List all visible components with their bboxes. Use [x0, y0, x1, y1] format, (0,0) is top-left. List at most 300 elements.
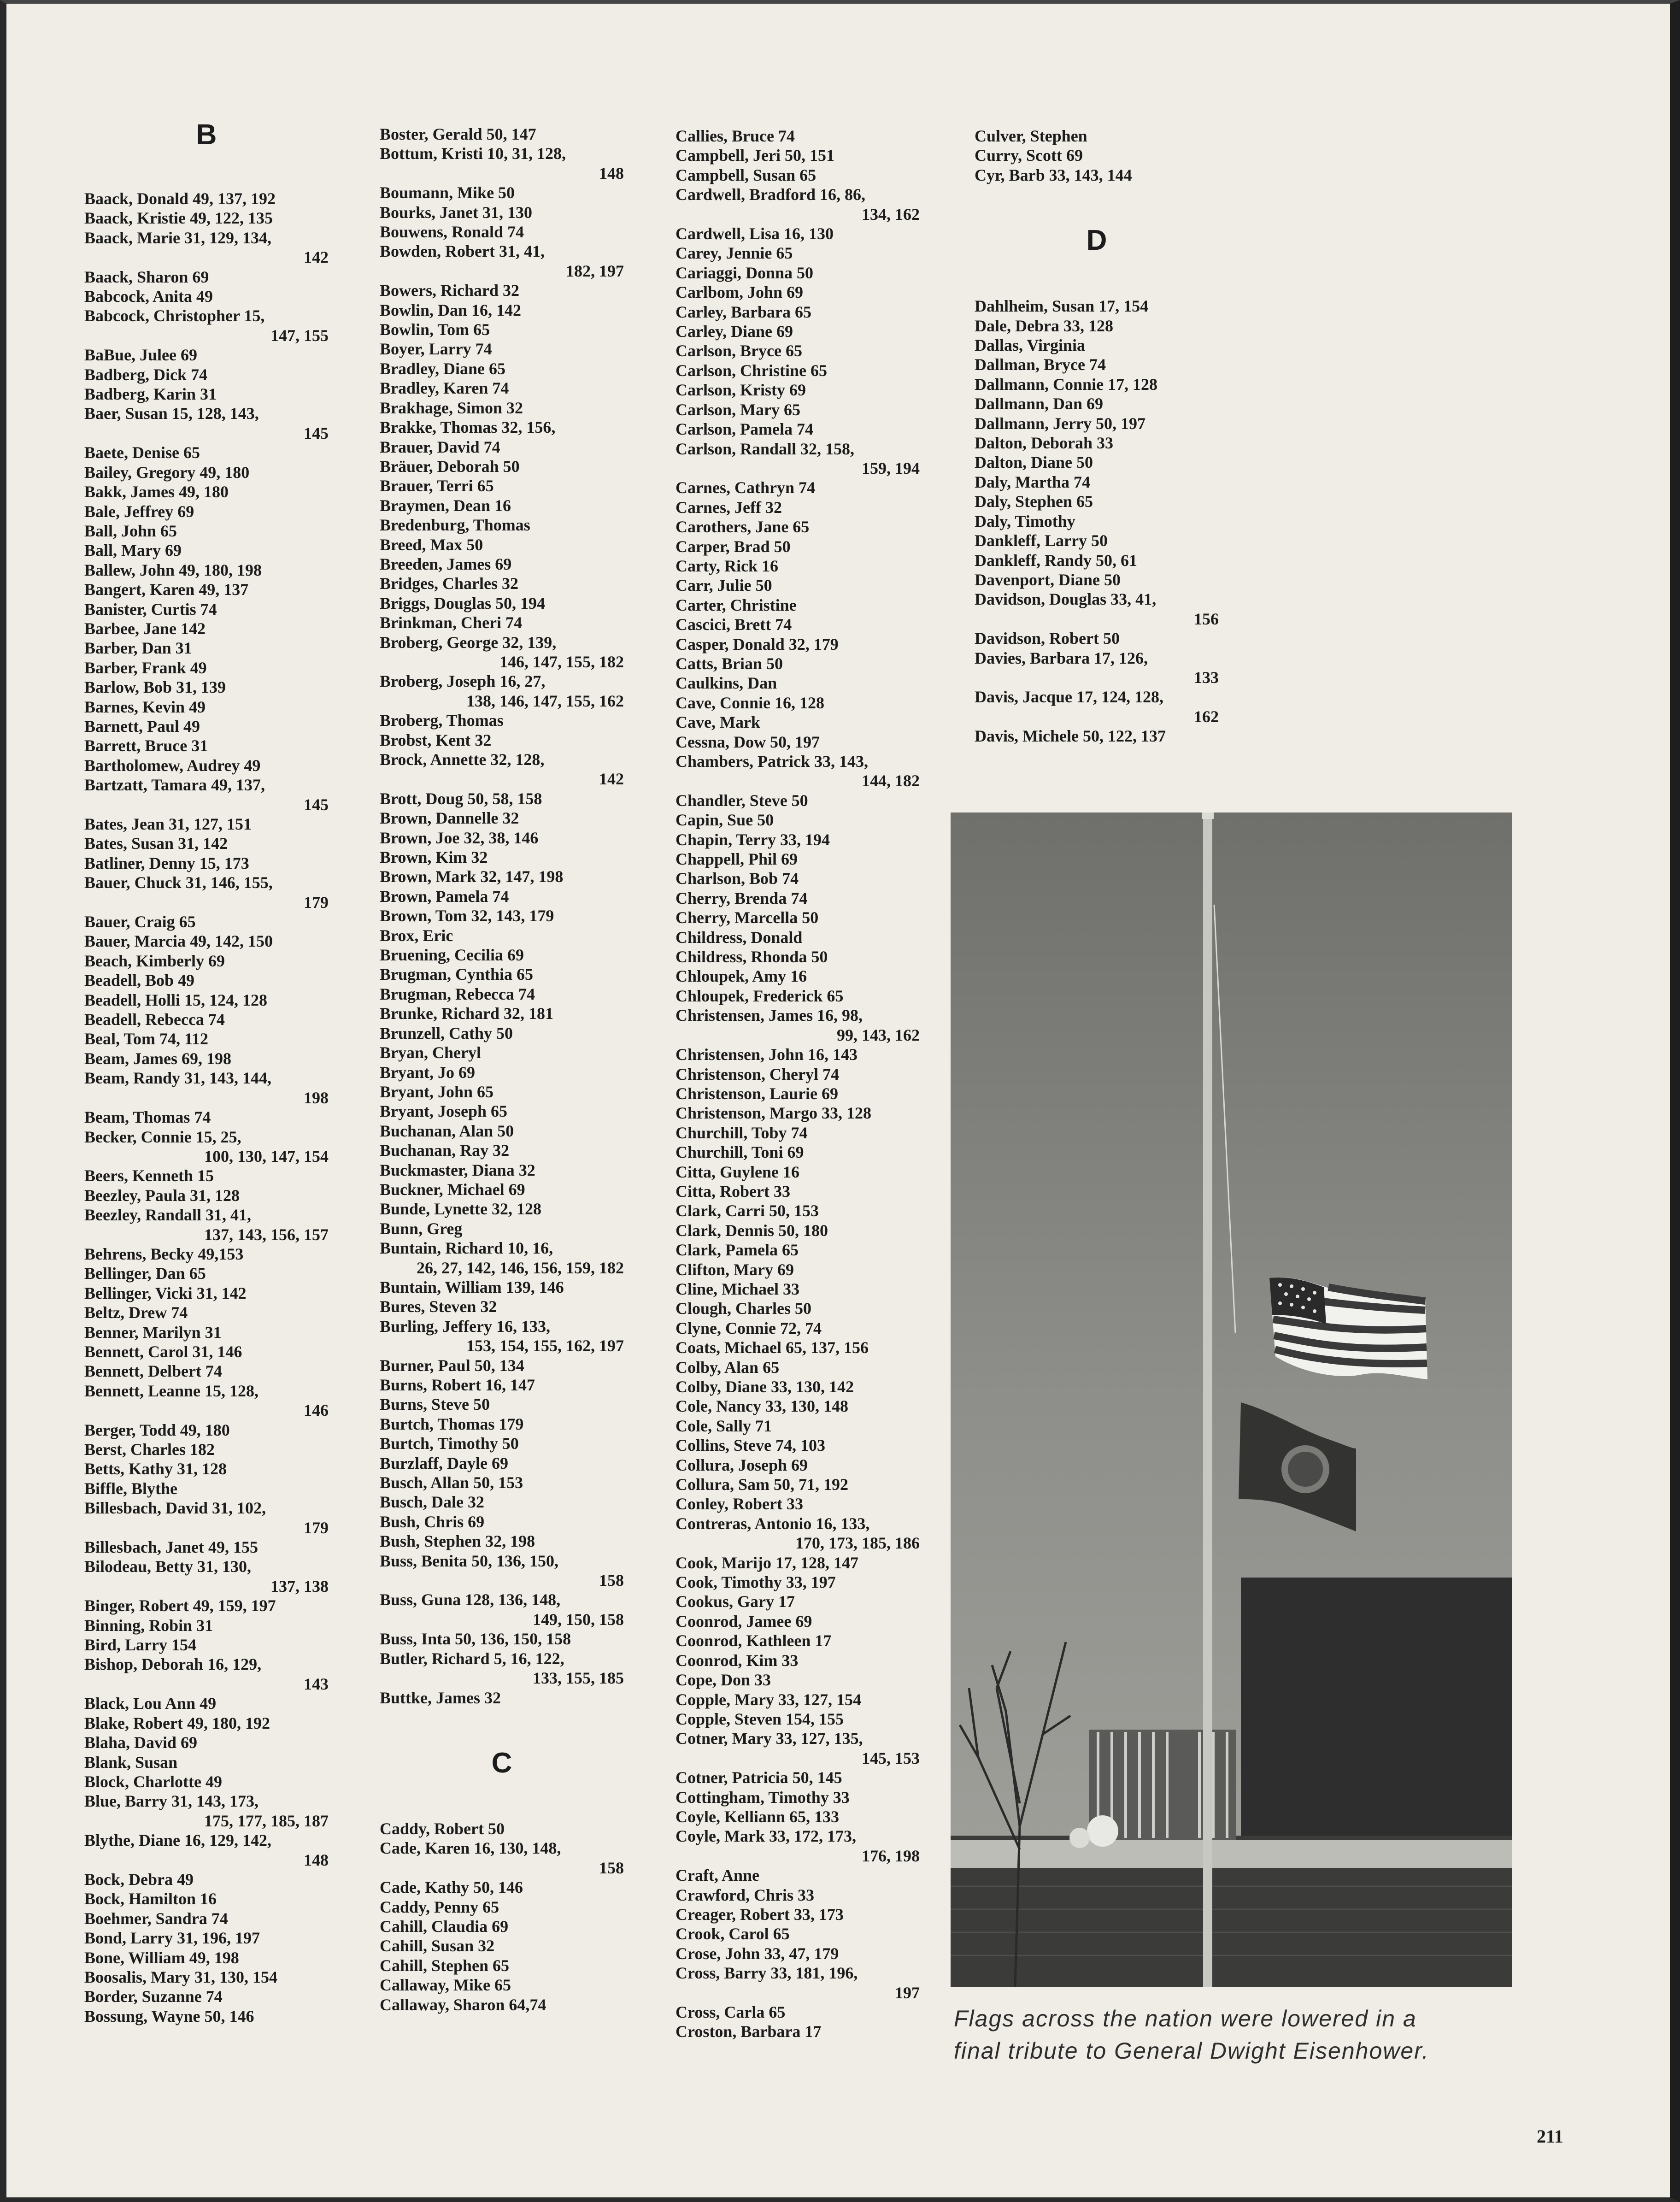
index-entry: Brown, Mark 32, 147, 198	[380, 867, 564, 886]
index-entry: Bradley, Karen 74	[380, 379, 509, 398]
index-entry: Banister, Curtis 74	[84, 600, 217, 618]
index-entry: Chandler, Steve 50	[676, 791, 808, 810]
index-entry: Dankleff, Randy 50, 61	[975, 551, 1138, 570]
section-letter: D	[1086, 224, 1107, 257]
index-entry-continuation: 176, 198	[862, 1846, 920, 1865]
index-entry: Christensen, John 16, 143	[676, 1045, 858, 1064]
index-column-1	[84, 121, 329, 2026]
index-entry: Creager, Robert 33, 173	[676, 1905, 844, 1924]
index-entry: Brown, Dannelle 32	[380, 809, 519, 828]
index-entry: Dankleff, Larry 50	[975, 531, 1108, 550]
index-entry: Carlson, Christine 65	[676, 361, 828, 380]
index-entry: Cotner, Patricia 50, 145	[676, 1768, 842, 1787]
index-entry: Crook, Carol 65	[676, 1925, 790, 1943]
index-entry: Chambers, Patrick 33, 143,	[676, 752, 868, 771]
index-entry: Batliner, Denny 15, 173	[84, 854, 249, 872]
index-entry: Beezley, Randall 31, 41,	[84, 1206, 251, 1225]
index-entry: Carnes, Cathryn 74	[676, 478, 815, 497]
index-entry: Daly, Martha 74	[975, 472, 1090, 491]
index-entry: Cessna, Dow 50, 197	[676, 732, 820, 751]
index-entry: Buchanan, Ray 32	[380, 1141, 510, 1160]
index-entry: Clark, Carri 50, 153	[676, 1201, 819, 1220]
index-entry: Bourks, Janet 31, 130	[380, 203, 533, 222]
index-entry-continuation: 146	[304, 1401, 329, 1420]
index-entry: Blaha, David 69	[84, 1733, 198, 1752]
index-entry: Carothers, Jane 65	[676, 518, 810, 536]
index-entry: Coyle, Kelliann 65, 133	[676, 1807, 840, 1826]
index-entry: Campbell, Susan 65	[676, 165, 817, 184]
index-entry-continuation: 137, 143, 156, 157	[204, 1225, 329, 1244]
index-entry: Barnes, Kevin 49	[84, 697, 206, 716]
index-entry: Boosalis, Mary 31, 130, 154	[84, 1967, 277, 1986]
index-entry: Bellinger, Dan 65	[84, 1264, 206, 1283]
index-entry: Clark, Dennis 50, 180	[676, 1221, 828, 1240]
index-entry: Dallmann, Connie 17, 128	[975, 375, 1158, 394]
index-entry: Bridges, Charles 32	[380, 574, 518, 593]
index-entry: Dallmann, Dan 69	[975, 394, 1104, 413]
index-entry: Becker, Connie 15, 25,	[84, 1127, 241, 1146]
index-entry: Citta, Guylene 16	[676, 1162, 799, 1181]
index-entry: Burtch, Thomas 179	[380, 1414, 524, 1433]
index-entry: Brox, Eric	[380, 926, 453, 945]
index-entry-continuation: 197	[895, 1983, 920, 2002]
index-entry: Brugman, Cynthia 65	[380, 965, 534, 984]
index-entry: Buntain, Richard 10, 16,	[380, 1239, 553, 1258]
index-entry: Davidson, Douglas 33, 41,	[975, 590, 1157, 609]
index-entry: Burtch, Timothy 50	[380, 1434, 519, 1453]
index-entry: Boster, Gerald 50, 147	[380, 125, 536, 143]
index-entry: Daly, Stephen 65	[975, 492, 1093, 511]
index-entry: Betts, Kathy 31, 128	[84, 1460, 227, 1478]
index-entry: Carr, Julie 50	[676, 576, 772, 595]
index-entry: Chloupek, Amy 16	[676, 967, 807, 986]
index-entry: Brunzell, Cathy 50	[380, 1024, 513, 1042]
index-entry: Carlson, Kristy 69	[676, 381, 806, 400]
index-entry: Burling, Jeffery 16, 133,	[380, 1317, 550, 1336]
index-entry: Carlbom, John 69	[676, 283, 804, 302]
index-entry: Bauer, Chuck 31, 146, 155,	[84, 873, 273, 892]
index-entry: Brock, Annette 32, 128,	[380, 750, 545, 769]
index-entry: Cahill, Susan 32	[380, 1937, 495, 1955]
index-entry: Carty, Rick 16	[676, 556, 778, 575]
index-entry: Campbell, Jeri 50, 151	[676, 146, 834, 165]
index-entry: Cookus, Gary 17	[676, 1592, 795, 1611]
index-entry: Buckmaster, Diana 32	[380, 1160, 535, 1179]
index-entry-continuation: 162	[1194, 707, 1219, 726]
index-entry: Bryant, Jo 69	[380, 1063, 475, 1082]
index-entry: Bartholomew, Audrey 49	[84, 756, 261, 775]
index-entry: Barlow, Bob 31, 139	[84, 678, 226, 697]
index-entry-continuation: 158	[599, 1571, 624, 1590]
index-entry: Coonrod, Kim 33	[676, 1651, 799, 1670]
index-entry-continuation: 159, 194	[862, 459, 920, 477]
index-entry: Cariaggi, Donna 50	[676, 263, 814, 282]
index-entry: Colby, Alan 65	[676, 1358, 780, 1377]
index-entry: Binning, Robin 31	[84, 1616, 213, 1635]
index-entry: Broberg, Joseph 16, 27,	[380, 672, 546, 691]
index-entry: Beal, Tom 74, 112	[84, 1030, 209, 1048]
index-entry: Brown, Tom 32, 143, 179	[380, 907, 554, 925]
index-entry: Collura, Joseph 69	[676, 1455, 808, 1474]
index-entry: Barbee, Jane 142	[84, 619, 206, 638]
index-entry: Dalton, Deborah 33	[975, 434, 1114, 453]
index-entry: Bauer, Marcia 49, 142, 150	[84, 932, 273, 951]
section-letter: C	[491, 1747, 512, 1779]
index-entry: Cade, Karen 16, 130, 148,	[380, 1839, 561, 1858]
flagpole	[1203, 813, 1212, 1987]
index-entry: Davenport, Diane 50	[975, 570, 1121, 589]
index-entry: Crose, John 33, 47, 179	[676, 1944, 839, 1963]
index-entry: Beezley, Paula 31, 128	[84, 1186, 240, 1205]
index-entry: Cross, Barry 33, 181, 196,	[676, 1964, 858, 1983]
index-entry: Brott, Doug 50, 58, 158	[380, 789, 542, 808]
index-entry: Brown, Pamela 74	[380, 887, 509, 906]
index-entry-continuation: 145	[304, 795, 329, 814]
index-entry: Cyr, Barb 33, 143, 144	[975, 165, 1132, 184]
index-entry: Bures, Steven 32	[380, 1297, 497, 1316]
index-entry: Crawford, Chris 33	[676, 1885, 814, 1904]
index-entry: Ball, John 65	[84, 521, 177, 540]
index-entry: Bryan, Cheryl	[380, 1043, 481, 1062]
index-entry: Barnett, Paul 49	[84, 717, 200, 736]
index-entry-continuation: 148	[599, 164, 624, 183]
index-entry: Border, Suzanne 74	[84, 1987, 223, 2006]
index-entry-continuation: 144, 182	[862, 771, 920, 790]
caption-line: Flags across the nation were lowered in a	[954, 2006, 1417, 2031]
index-entry: Baete, Denise 65	[84, 443, 200, 462]
index-entry: Binger, Robert 49, 159, 197	[84, 1596, 276, 1615]
index-entry: Catts, Brian 50	[676, 654, 783, 673]
index-entry-continuation: 142	[304, 248, 329, 267]
index-entry: Citta, Robert 33	[676, 1182, 790, 1201]
index-entry-continuation: 26, 27, 142, 146, 156, 159, 182	[417, 1258, 624, 1277]
index-entry: Carlson, Pamela 74	[676, 420, 813, 439]
index-entry: Beach, Kimberly 69	[84, 951, 225, 970]
index-entry: Bradley, Diane 65	[380, 359, 506, 378]
index-entry: Bilodeau, Betty 31, 130,	[84, 1557, 252, 1576]
index-entry: Caddy, Robert 50	[380, 1819, 505, 1838]
index-entry-continuation: 153, 154, 155, 162, 197	[466, 1337, 624, 1355]
index-entry-continuation: 134, 162	[862, 205, 920, 224]
index-entry: Carlson, Mary 65	[676, 400, 800, 419]
index-entry-continuation: 145	[304, 424, 329, 442]
flag-photograph	[951, 813, 1512, 1987]
index-entry: Beam, Randy 31, 143, 144,	[84, 1069, 272, 1088]
index-entry: Bottum, Kristi 10, 31, 128,	[380, 144, 566, 163]
index-entry: Cherry, Brenda 74	[676, 889, 808, 907]
index-entry: Contreras, Antonio 16, 133,	[676, 1514, 870, 1533]
index-entry: Barrett, Bruce 31	[84, 736, 208, 755]
index-entry: Biffle, Blythe	[84, 1479, 177, 1498]
index-entry: Baer, Susan 15, 128, 143,	[84, 404, 259, 423]
index-entry-continuation: 156	[1194, 609, 1219, 628]
index-entry: Coonrod, Kathleen 17	[676, 1631, 832, 1650]
index-entry: Callaway, Mike 65	[380, 1976, 511, 1995]
index-entry: Blank, Susan	[84, 1753, 178, 1772]
lamp-globe	[1087, 1815, 1118, 1847]
index-entry: Bangert, Karen 49, 137	[84, 580, 249, 599]
index-entry: Brakke, Thomas 32, 156,	[380, 418, 556, 437]
index-entry: Carley, Barbara 65	[676, 302, 811, 321]
index-entry-continuation: 147, 155	[270, 326, 329, 345]
index-entry: Brakhage, Simon 32	[380, 398, 523, 417]
index-entry: Beadell, Rebecca 74	[84, 1010, 225, 1029]
index-entry: Beam, Thomas 74	[84, 1108, 211, 1127]
index-entry: Carnes, Jeff 32	[676, 498, 782, 517]
index-entry: Davis, Michele 50, 122, 137	[975, 727, 1166, 746]
index-entry: Billesbach, David 31, 102,	[84, 1499, 266, 1518]
index-entry: BaBue, Julee 69	[84, 346, 198, 365]
page-number: 211	[1537, 2126, 1563, 2147]
index-entry: Briggs, Douglas 50, 194	[380, 594, 546, 612]
index-entry: Cardwell, Bradford 16, 86,	[676, 185, 865, 204]
index-entry: Callaway, Sharon 64,74	[380, 1995, 546, 2014]
index-entry: Brauer, David 74	[380, 437, 500, 456]
index-entry: Bellinger, Vicki 31, 142	[84, 1284, 247, 1302]
index-entry: Babcock, Christopher 15,	[84, 306, 265, 325]
index-entry: Cotner, Mary 33, 127, 135,	[676, 1729, 863, 1748]
index-entry: Blake, Robert 49, 180, 192	[84, 1713, 270, 1732]
index-entry: Christenson, Laurie 69	[676, 1084, 839, 1103]
index-entry-continuation: 175, 177, 185, 187	[204, 1811, 329, 1830]
index-entry: Chappell, Phil 69	[676, 850, 798, 869]
index-entry: Bartzatt, Tamara 49, 137,	[84, 776, 265, 795]
index-entry: Brunke, Richard 32, 181	[380, 1004, 554, 1023]
index-entry: Cook, Marijo 17, 128, 147	[676, 1553, 858, 1572]
index-entry: Clark, Pamela 65	[676, 1241, 799, 1260]
index-entry: Charlson, Bob 74	[676, 869, 799, 888]
section-letter: B	[196, 119, 217, 151]
index-entry: Colby, Diane 33, 130, 142	[676, 1378, 854, 1396]
index-entry: Braymen, Dean 16	[380, 496, 511, 515]
index-entry: Baack, Donald 49, 137, 192	[84, 189, 276, 208]
index-entry: Callies, Bruce 74	[676, 127, 795, 145]
index-entry: Carey, Jennie 65	[676, 244, 793, 263]
index-entry: Brugman, Rebecca 74	[380, 984, 535, 1003]
index-entry: Block, Charlotte 49	[84, 1772, 222, 1791]
index-column-3	[676, 126, 920, 2042]
index-entry: Busch, Allan 50, 153	[380, 1473, 523, 1492]
index-entry: Daly, Timothy	[975, 512, 1075, 530]
index-entry: Clough, Charles 50	[676, 1299, 812, 1318]
index-entry: Cross, Carla 65	[676, 2003, 786, 2021]
index-entry: Dale, Debra 33, 128	[975, 316, 1113, 335]
index-entry: Bennett, Carol 31, 146	[84, 1342, 242, 1361]
index-entry: Barber, Frank 49	[84, 658, 207, 677]
index-entry: Cave, Mark	[676, 713, 760, 732]
index-entry: Broberg, Thomas	[380, 711, 504, 730]
index-entry-continuation: 148	[304, 1850, 329, 1869]
index-entry-continuation: 158	[599, 1858, 624, 1877]
index-entry-continuation: 149, 150, 158	[533, 1610, 624, 1629]
index-entry: Copple, Steven 154, 155	[676, 1709, 844, 1728]
index-entry: Bryant, Joseph 65	[380, 1102, 508, 1121]
index-entry: Carper, Brad 50	[676, 537, 791, 556]
index-entry: Bird, Larry 154	[84, 1636, 196, 1654]
index-entry-continuation: 99, 143, 162	[837, 1025, 920, 1044]
index-entry: Carter, Christine	[676, 595, 797, 614]
index-entry: Bowers, Richard 32	[380, 281, 519, 300]
index-column-4	[975, 126, 1219, 746]
index-entry: Cook, Timothy 33, 197	[676, 1573, 836, 1592]
index-entry: Capin, Sue 50	[676, 811, 774, 830]
index-entry: Chapin, Terry 33, 194	[676, 830, 830, 849]
index-entry: Ball, Mary 69	[84, 541, 182, 560]
index-entry: Cole, Sally 71	[676, 1416, 772, 1435]
index-entry: Cherry, Marcella 50	[676, 908, 819, 927]
index-entry: Cahill, Claudia 69	[380, 1917, 509, 1936]
index-entry: Coyle, Mark 33, 172, 173,	[676, 1827, 856, 1846]
index-entry: Bunde, Lynette 32, 128	[380, 1200, 542, 1219]
index-entry: Bond, Larry 31, 196, 197	[84, 1929, 260, 1948]
index-entry: Bowlin, Tom 65	[380, 320, 490, 339]
index-entry: Christenson, Margo 33, 128	[676, 1104, 871, 1123]
index-entry: Carlson, Bryce 65	[676, 341, 802, 360]
index-column-2	[380, 124, 624, 2014]
index-entry: Davidson, Robert 50	[975, 629, 1120, 648]
index-entry: Cade, Kathy 50, 146	[380, 1878, 523, 1897]
index-entry: Brobst, Kent 32	[380, 730, 492, 749]
index-entry: Breed, Max 50	[380, 535, 483, 554]
index-entry: Burns, Steve 50	[380, 1395, 490, 1414]
index-entry: Buss, Inta 50, 136, 150, 158	[380, 1630, 571, 1649]
index-entry: Buntain, William 139, 146	[380, 1278, 564, 1296]
index-entry: Bush, Stephen 32, 198	[380, 1532, 535, 1551]
index-entry: Cascici, Brett 74	[676, 615, 792, 634]
index-entry: Bailey, Gregory 49, 180	[84, 463, 250, 482]
index-entry: Barber, Dan 31	[84, 639, 192, 658]
index-entry: Beadell, Bob 49	[84, 971, 195, 990]
index-entry: Broberg, George 32, 139,	[380, 633, 557, 652]
index-entry: Cope, Don 33	[676, 1671, 771, 1690]
index-entry: Burns, Robert 16, 147	[380, 1376, 535, 1394]
index-entry-continuation: 145, 153	[862, 1749, 920, 1767]
index-entry: Badberg, Dick 74	[84, 365, 208, 384]
index-entry: Carley, Diane 69	[676, 322, 793, 341]
index-entry: Churchill, Toni 69	[676, 1143, 804, 1162]
index-entry: Boehmer, Sandra 74	[84, 1909, 228, 1928]
index-entry: Bennett, Delbert 74	[84, 1362, 222, 1381]
index-entry-continuation: 143	[304, 1674, 329, 1693]
index-entry-continuation: 133, 155, 185	[533, 1669, 624, 1688]
index-entry-continuation: 133	[1194, 668, 1219, 687]
index-entry-continuation: 142	[599, 770, 624, 789]
index-entry-continuation: 198	[304, 1088, 329, 1107]
index-entry: Bates, Jean 31, 127, 151	[84, 815, 252, 833]
index-entry: Brauer, Terri 65	[380, 477, 494, 495]
index-entry: Coats, Michael 65, 137, 156	[676, 1338, 869, 1357]
index-entry: Bunn, Greg	[380, 1219, 463, 1238]
index-entry: Beam, James 69, 198	[84, 1049, 231, 1068]
index-entry: Childress, Rhonda 50	[676, 948, 828, 966]
index-entry: Benner, Marilyn 31	[84, 1323, 222, 1342]
index-entry: Buss, Guna 128, 136, 148,	[380, 1590, 561, 1609]
index-entry: Baack, Marie 31, 129, 134,	[84, 228, 271, 247]
index-entry: Brinkman, Cheri 74	[380, 613, 523, 632]
index-entry: Dallas, Virginia	[975, 336, 1086, 355]
index-entry: Collura, Sam 50, 71, 192	[676, 1475, 849, 1494]
index-entry: Buchanan, Alan 50	[380, 1121, 514, 1140]
index-entry: Copple, Mary 33, 127, 154	[676, 1690, 861, 1709]
index-entry: Bock, Debra 49	[84, 1870, 194, 1889]
caption-line: final tribute to General Dwight Eisenhower.	[954, 2038, 1429, 2064]
index-entry: Boyer, Larry 74	[380, 340, 492, 359]
index-entry-continuation: 182, 197	[566, 261, 624, 280]
index-entry: Buss, Benita 50, 136, 150,	[380, 1551, 559, 1570]
index-entry-continuation: 138, 146, 147, 155, 162	[466, 691, 624, 710]
index-entry: Craft, Anne	[676, 1866, 759, 1885]
index-entry: Christensen, James 16, 98,	[676, 1006, 863, 1025]
index-entry-continuation: 100, 130, 147, 154	[204, 1147, 329, 1166]
index-entry: Buckner, Michael 69	[380, 1180, 525, 1199]
index-entry: Coonrod, Jamee 69	[676, 1612, 812, 1631]
index-entry: Carlson, Randall 32, 158,	[676, 439, 855, 458]
index-entry: Dahlheim, Susan 17, 154	[975, 297, 1149, 316]
index-entry: Badberg, Karin 31	[84, 385, 217, 404]
index-entry: Bauer, Craig 65	[84, 913, 196, 931]
index-entry: Boumann, Mike 50	[380, 183, 515, 202]
index-entry-continuation: 170, 173, 185, 186	[795, 1534, 920, 1553]
index-entry: Brown, Joe 32, 38, 146	[380, 828, 539, 847]
index-entry: Billesbach, Janet 49, 155	[84, 1538, 258, 1557]
index-entry: Bredenburg, Thomas	[380, 516, 530, 535]
index-entry: Brown, Kim 32	[380, 848, 488, 867]
index-entry: Conley, Robert 33	[676, 1495, 803, 1513]
index-entry: Dalton, Diane 50	[975, 453, 1093, 472]
index-entry: Blythe, Diane 16, 129, 142,	[84, 1831, 272, 1850]
index-entry: Cahill, Stephen 65	[380, 1956, 510, 1975]
index-entry: Ballew, John 49, 180, 198	[84, 560, 262, 579]
index-entry: Churchill, Toby 74	[676, 1123, 808, 1142]
index-entry: Caulkins, Dan	[676, 674, 777, 693]
index-entry: Babcock, Anita 49	[84, 287, 213, 306]
index-entry: Davis, Jacque 17, 124, 128,	[975, 688, 1164, 707]
index-entry: Butler, Richard 5, 16, 122,	[380, 1649, 564, 1668]
index-entry: Davies, Barbara 17, 126,	[975, 648, 1148, 667]
index-entry: Busch, Dale 32	[380, 1493, 485, 1512]
index-entry: Buttke, James 32	[380, 1688, 501, 1707]
index-entry: Caddy, Penny 65	[380, 1897, 499, 1916]
index-entry: Behrens, Becky 49,153	[84, 1244, 244, 1263]
index-entry: Bishop, Deborah 16, 129,	[84, 1655, 262, 1674]
index-entry: Dallman, Bryce 74	[975, 355, 1106, 374]
index-entry: Beers, Kenneth 15	[84, 1166, 214, 1185]
index-entry: Culver, Stephen	[975, 127, 1087, 145]
index-entry: Bakk, James 49, 180	[84, 483, 229, 501]
index-entry: Dallmann, Jerry 50, 197	[975, 414, 1145, 433]
index-entry: Clyne, Connie 72, 74	[676, 1319, 822, 1337]
index-entry: Burner, Paul 50, 134	[380, 1356, 524, 1375]
index-entry: Bock, Hamilton 16	[84, 1890, 217, 1908]
index-entry: Bennett, Leanne 15, 128,	[84, 1381, 258, 1400]
index-entry: Croston, Barbara 17	[676, 2022, 822, 2041]
index-entry: Berst, Charles 182	[84, 1440, 215, 1459]
index-entry: Cardwell, Lisa 16, 130	[676, 224, 834, 243]
index-entry-continuation: 137, 138	[270, 1577, 329, 1596]
index-entry: Cline, Michael 33	[676, 1279, 799, 1298]
index-entry: Black, Lou Ann 49	[84, 1694, 217, 1713]
index-entry: Cave, Connie 16, 128	[676, 693, 824, 712]
index-entry-continuation: 146, 147, 155, 182	[499, 652, 624, 671]
index-entry: Bowden, Robert 31, 41,	[380, 242, 545, 261]
index-entry: Berger, Todd 49, 180	[84, 1420, 230, 1439]
index-entry: Collins, Steve 74, 103	[676, 1436, 826, 1455]
index-entry: Casper, Donald 32, 179	[676, 635, 839, 654]
index-entry: Christenson, Cheryl 74	[676, 1065, 840, 1083]
index-entry: Curry, Scott 69	[975, 146, 1083, 165]
index-entry: Childress, Donald	[676, 928, 803, 947]
index-entry: Bush, Chris 69	[380, 1512, 485, 1531]
